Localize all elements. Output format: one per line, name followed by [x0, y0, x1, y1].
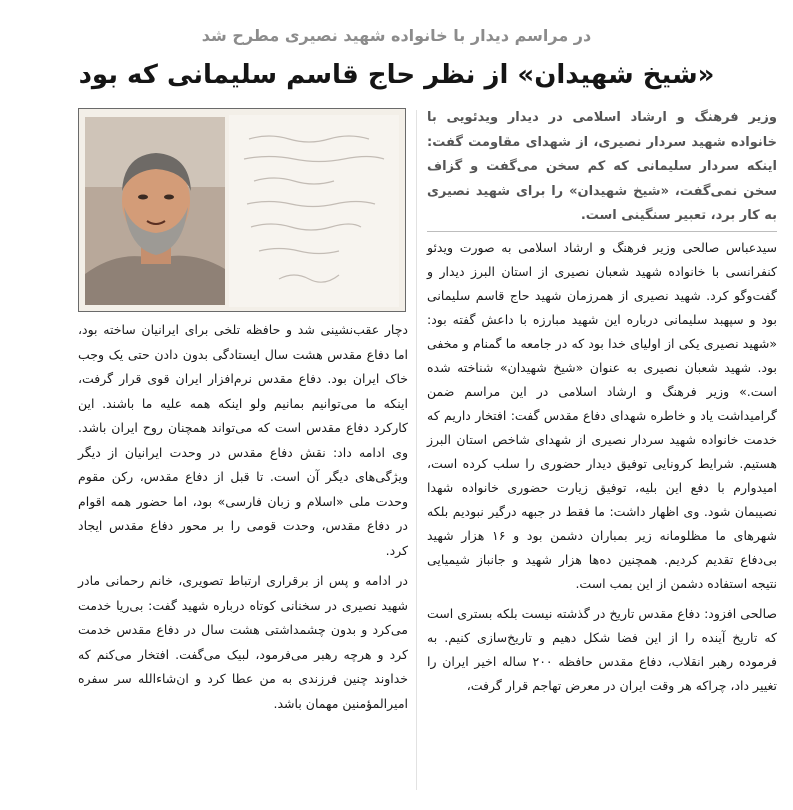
article-headline: «شیخ شهیدان» از نظر حاج قاسم سلیمانی که بود [78, 60, 715, 90]
article-lead: وزیر فرهنگ و ارشاد اسلامی در دیدار ویدئویی با خانواده شهید سردار نصیری، از شهدای مقاومت گفت: اینکه سردار سلیمانی که کم سخن می‌گفت و گزاف سخن نمی‌گفت، «شیخ شهیدان» را برای شهید نصیری به کار برد، تعبیر سنگینی است. [427, 106, 777, 232]
portrait-image [79, 109, 406, 312]
body-paragraph: دچار عقب‌نشینی شد و حافظه تلخی برای ایرانیان ساخته بود، اما دفاع مقدس هشت سال ایستادگی بدون دادن حتی یک وجب خاک ایران بود. دفاع مقدس نرم‌افزار ایران قوی قرار گرفت، اینکه ما می‌توانیم بمانیم ولو اینکه همه علیه ما باشند. این کارکرد دفاع مقدس است که می‌تواند همچنان روح ایران باشد. وی ادامه داد: نقش دفاع مقدس در وحدت ایرانیان از دیگر ویژگی‌های دیگر آن است. تا قبل از دفاع مقدس، رکن مقوم وحدت ملی «اسلام و زبان فارسی» بود، اما حضور همه اقوام در دفاع مقدس، وحدت قومی را بر محور دفاع مقدس ایجاد کرد. [78, 322, 408, 558]
article-kicker: در مراسم دیدار با خانواده شهید نصیری مطرح شد [201, 26, 592, 45]
article-photo [78, 108, 406, 312]
right-column [427, 106, 777, 704]
left-column [78, 318, 408, 722]
body-paragraph: صالحی افزود: دفاع مقدس تاریخ در گذشته نیست بلکه بستری است که تاریخ آینده را از این فضا شکل دهیم و تاریخ‌سازی کنیم. به فرموده رهبر انقلاب، دفاع مقدس حافظه ۲۰۰ ساله اخیر ایران را تغییر داد، چراکه هر وقت ایران در معرض تهاجم قرار گرفت، [427, 605, 777, 693]
body-paragraph: سیدعباس صالحی وزیر فرهنگ و ارشاد اسلامی به صورت ویدئو کنفرانسی با خانواده شهید شعبان نصیری از استان البرز دیدار و گفت‌وگو کرد. شهید نصیری از همرزمان شهید حاج قاسم سلیمانی بود و سپهبد سلیمانی درباره این شهید مبارزه با داعش گفته بود: «شهید نصیری یکی از اولیای خدا بود که در جامعه ما گمنام و مخفی بود. شهید شعبان نصیری به عنوان «شیخ شهیدان» شناخته شده است.» وزیر فرهنگ و ارشاد اسلامی در این مراسم ضمن گرامیداشت یاد و خاطره شهدای دفاع مقدس گفت: افتخار داریم که خدمت خانواده شهید سردار نصیری از شهدای شاخص استان البرز هستیم. شرایط کرونایی توفیق دیدار حضوری را سلب کرده است، امیدوارم با دفع این بلیه، توفیق زیارت حضوری خانواده شهدا نصیبمان شود. وی اظهار داشت: ما فقط در جبهه درگیر نبودیم بلکه شهرهای ما مظلومانه زیر بمباران دشمن بود و ۱۶ هزار شهید بی‌دفاع تقدیم کردیم. همچنین ده‌ها هزار شهید و جانباز شیمیایی نتیجه استفاده دشمن از این بمب است. [427, 239, 777, 591]
body-paragraph: در ادامه و پس از برقراری ارتباط تصویری، خانم رحمانی مادر شهید نصیری در سخنانی کوتاه درباره شهید گفت: بی‌ریا خدمت می‌کرد و بدون چشمداشتی هشت سال در دفاع مقدس خدمت کرد و هرچه رهبر می‌فرمود، لبیک می‌گفت. افتخار می‌کنم که خداوند چنین فرزندی به من عطا کرد و ان‌شاءالله سر سفره امیرالمؤمنین مهمان باشد. [78, 573, 408, 711]
column-divider [416, 110, 417, 790]
